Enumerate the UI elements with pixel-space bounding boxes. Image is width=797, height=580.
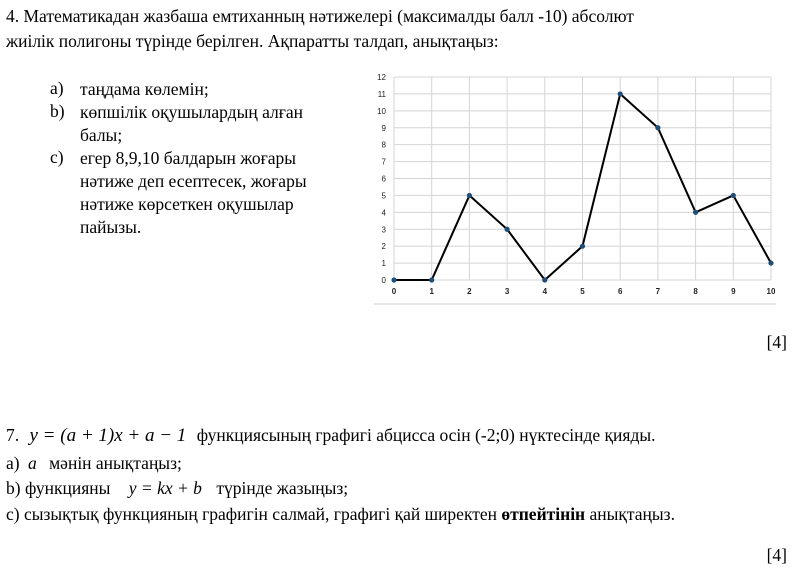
data-point (505, 227, 510, 232)
x-tick-label: 4 (542, 287, 548, 296)
x-tick-label: 10 (766, 287, 776, 296)
x-tick-label: 2 (467, 287, 472, 296)
x-tick-label: 9 (731, 287, 736, 296)
y-tick-label: 4 (381, 208, 386, 218)
q7-part-c (6, 504, 675, 525)
item-text: көпшілік оқушылардың алған балы; (80, 102, 304, 145)
y-tick-label: 2 (381, 242, 386, 252)
q4-line-2: жиілік полигоны түрінде берілген. Ақпаратты талдап, анықтаңыз: (6, 31, 499, 51)
y-tick-label: 12 (377, 73, 386, 82)
q7-part-b (6, 478, 348, 499)
q7-formula: y = (a + 1)x + a − 1 (29, 425, 187, 446)
q7-c-text-1: c) сызықтық функцияның графигін салмай, графигі қай ширектен (6, 504, 497, 524)
q7-line-1 (6, 425, 656, 447)
item-label: c) (50, 147, 64, 167)
q7-c-text-2: анықтаңыз. (589, 504, 675, 524)
q4-line-1: 4. Математикадан жазбаша емтиханның нәтижелері (максималды балл -10) абсолют (6, 6, 634, 26)
x-tick-label: 7 (655, 287, 661, 296)
y-tick-label: 0 (381, 276, 386, 285)
y-tick-label: 8 (381, 140, 386, 150)
data-point (542, 277, 547, 282)
q7-b-label: b) функцияны (6, 478, 111, 498)
data-point (391, 277, 396, 282)
q7-part-a (6, 453, 182, 474)
x-tick-label: 1 (429, 287, 434, 296)
q7-a-text: мәнін анықтаңыз; (49, 453, 182, 473)
item-text: таңдама көлемін; (80, 79, 209, 99)
q7-line-1-text: функциясының графигі абцисса осін (-2;0) нүктесінде қияды. (196, 425, 656, 445)
data-point (655, 125, 660, 130)
data-point (429, 277, 434, 282)
y-tick-label: 3 (381, 225, 386, 235)
data-point (467, 193, 472, 198)
y-tick-label: 7 (381, 157, 386, 167)
x-tick-label: 6 (617, 287, 623, 296)
item-text: егер 8,9,10 балдарын жоғары нәтиже деп есептесек, жоғары нәтиже көрсеткен оқушылар пайызы. (80, 148, 307, 237)
frequency-polygon-chart (360, 66, 790, 311)
q7-score-mark: [4] (766, 545, 787, 565)
data-point (580, 244, 585, 249)
y-tick-label: 11 (377, 89, 386, 99)
x-tick-label: 8 (693, 287, 698, 296)
data-point (693, 210, 698, 215)
y-tick-label: 5 (381, 191, 386, 201)
y-tick-label: 9 (381, 123, 386, 133)
q7-c-bold-word: өтпейтінін (501, 504, 586, 524)
q7-a-label: a) (6, 453, 20, 473)
q7-b-formula: y = kx + b (128, 478, 202, 498)
x-tick-label: 5 (580, 287, 585, 296)
q7-number: 7. (6, 425, 20, 445)
q7-b-text: түрінде жазыңыз; (216, 478, 349, 498)
x-tick-label: 3 (504, 287, 510, 296)
x-tick-label: 0 (391, 287, 397, 296)
item-label: a) (50, 78, 64, 98)
q4-score-mark: [4] (766, 332, 787, 352)
item-label: b) (50, 101, 65, 121)
data-point (618, 91, 623, 96)
data-point (768, 260, 773, 265)
y-tick-label: 10 (377, 106, 386, 116)
data-point (731, 193, 736, 198)
y-tick-label: 1 (381, 259, 386, 269)
y-tick-label: 6 (381, 174, 386, 184)
q7-a-variable: a (27, 453, 37, 473)
